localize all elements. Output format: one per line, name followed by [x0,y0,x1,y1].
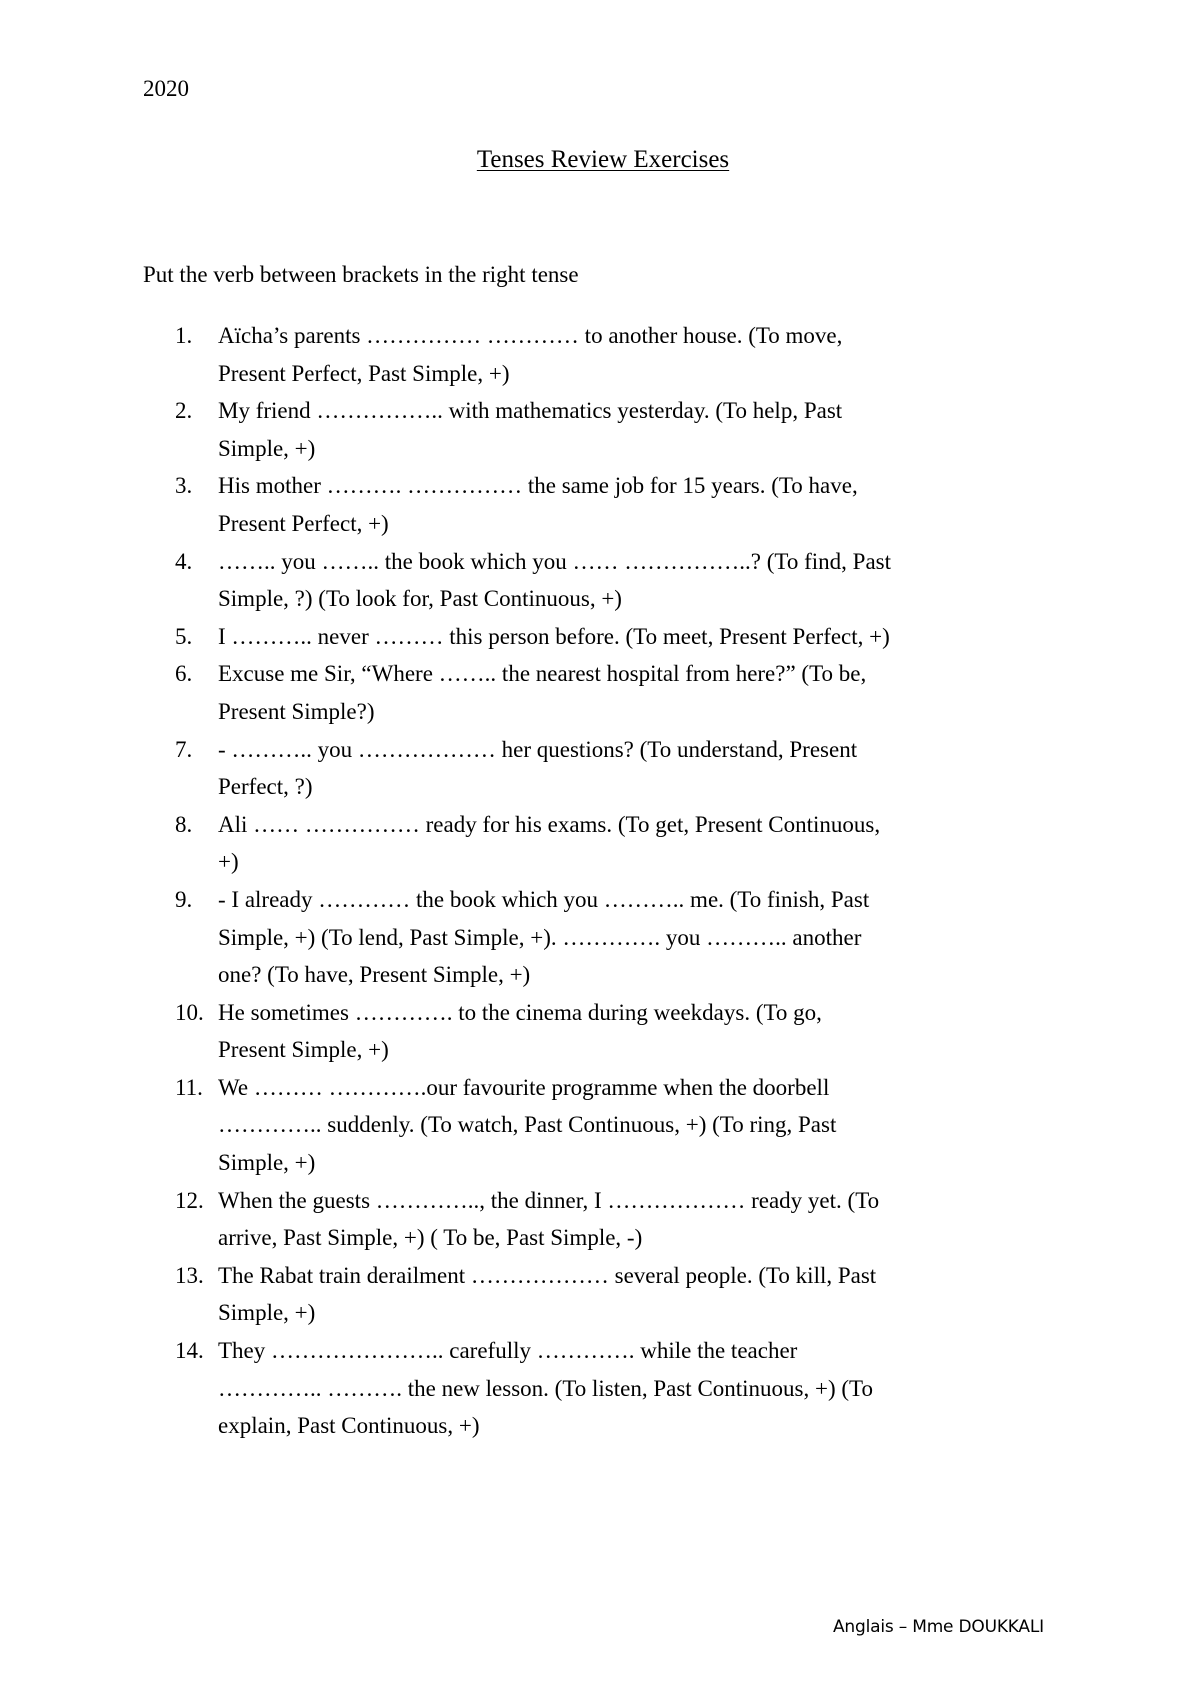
document-year: 2020 [143,76,189,101]
exercise-item-14 [175,1332,1075,1445]
exercise-text: Ali …… …………… ready for his exams. (To get, Present Continuous, +) [218,811,881,875]
exercise-item-10 [175,994,1075,1069]
exercise-text: I ……….. never ……… this person before. (To meet, Present Perfect, +) [218,623,890,649]
document-title-wrapper [0,144,1200,176]
exercise-item-3 [175,467,1075,542]
exercise-number: 8. [175,811,193,837]
exercise-item-12 [175,1182,1075,1257]
exercise-number: 1. [175,323,193,348]
exercise-instruction: Put the verb between brackets in the right tense [143,262,579,287]
exercise-item-11 [175,1069,1075,1182]
exercise-item-13 [175,1257,1075,1332]
exercise-text: His mother ………. …………… the same job for 15 years. (To have, Present Perfect, +) [218,473,858,536]
exercise-text: When the guests ………….., the dinner, I ……………… ready yet. (To arrive, Past Simple, +) ( To be, Past Simple, -) [218,1187,880,1251]
exercise-item-8 [175,806,1075,881]
exercise-number: 4. [175,548,193,574]
exercise-text: - ……….. you ……………… her questions? (To understand, Present Perfect, ?) [218,736,858,800]
exercise-text: They ………………….. carefully …………. while the teacher ………….. ………. the new lesson. (To listen, Past Continuous, +) (To explain, Past Continuous, +) [218,1338,873,1439]
exercise-item-1 [175,317,1075,392]
exercise-text: We ……… ………….our favourite programme when the doorbell ………….. suddenly. (To watch, Past Continuous, +) (To ring, Past Simple, +) [218,1074,837,1176]
exercise-text: - I already ………… the book which you ……….. me. (To finish, Past Simple, +) (To lend, Past Simple, +). …………. you ……….. another one? (To have, Present Simple, +) [218,886,870,988]
exercise-text: Excuse me Sir, “Where …….. the nearest hospital from here?” (To be, Present Simple?) [218,661,867,724]
exercise-number: 9. [175,886,193,912]
exercise-item-9 [175,881,1075,994]
exercise-number: 11. [175,1074,203,1100]
exercise-item-6 [175,655,1075,730]
document-title: Tenses Review Exercises [476,146,730,173]
exercise-item-7 [175,731,1075,806]
exercise-list [175,317,1075,1445]
exercise-number: 7. [175,736,193,762]
exercise-number: 3. [175,473,193,499]
exercise-text: My friend …………….. with mathematics yesterday. (To help, Past Simple, +) [218,398,843,461]
exercise-item-4 [175,543,1075,618]
exercise-item-5 [175,618,1075,656]
exercise-number: 10. [175,999,204,1025]
exercise-number: 6. [175,661,193,687]
exercise-item-2 [175,392,1075,467]
exercise-number: 14. [175,1338,204,1364]
exercise-number: 12. [175,1187,204,1213]
exercise-text: The Rabat train derailment ……………… several people. (To kill, Past Simple, +) [218,1262,877,1326]
exercise-number: 5. [175,623,193,649]
exercise-number: 13. [175,1262,204,1288]
exercise-number: 2. [175,398,193,424]
exercise-text: Aïcha’s parents …………… ………… to another house. (To move, Present Perfect, Past Simple, +) [218,323,843,386]
exercise-text: …….. you …….. the book which you …… ……………..? (To find, Past Simple, ?) (To look for, Past Continuous, +) [218,548,892,612]
document-footer: Anglais – Mme DOUKKALI [833,1617,1044,1637]
exercise-text: He sometimes …………. to the cinema during weekdays. (To go, Present Simple, +) [218,999,822,1063]
